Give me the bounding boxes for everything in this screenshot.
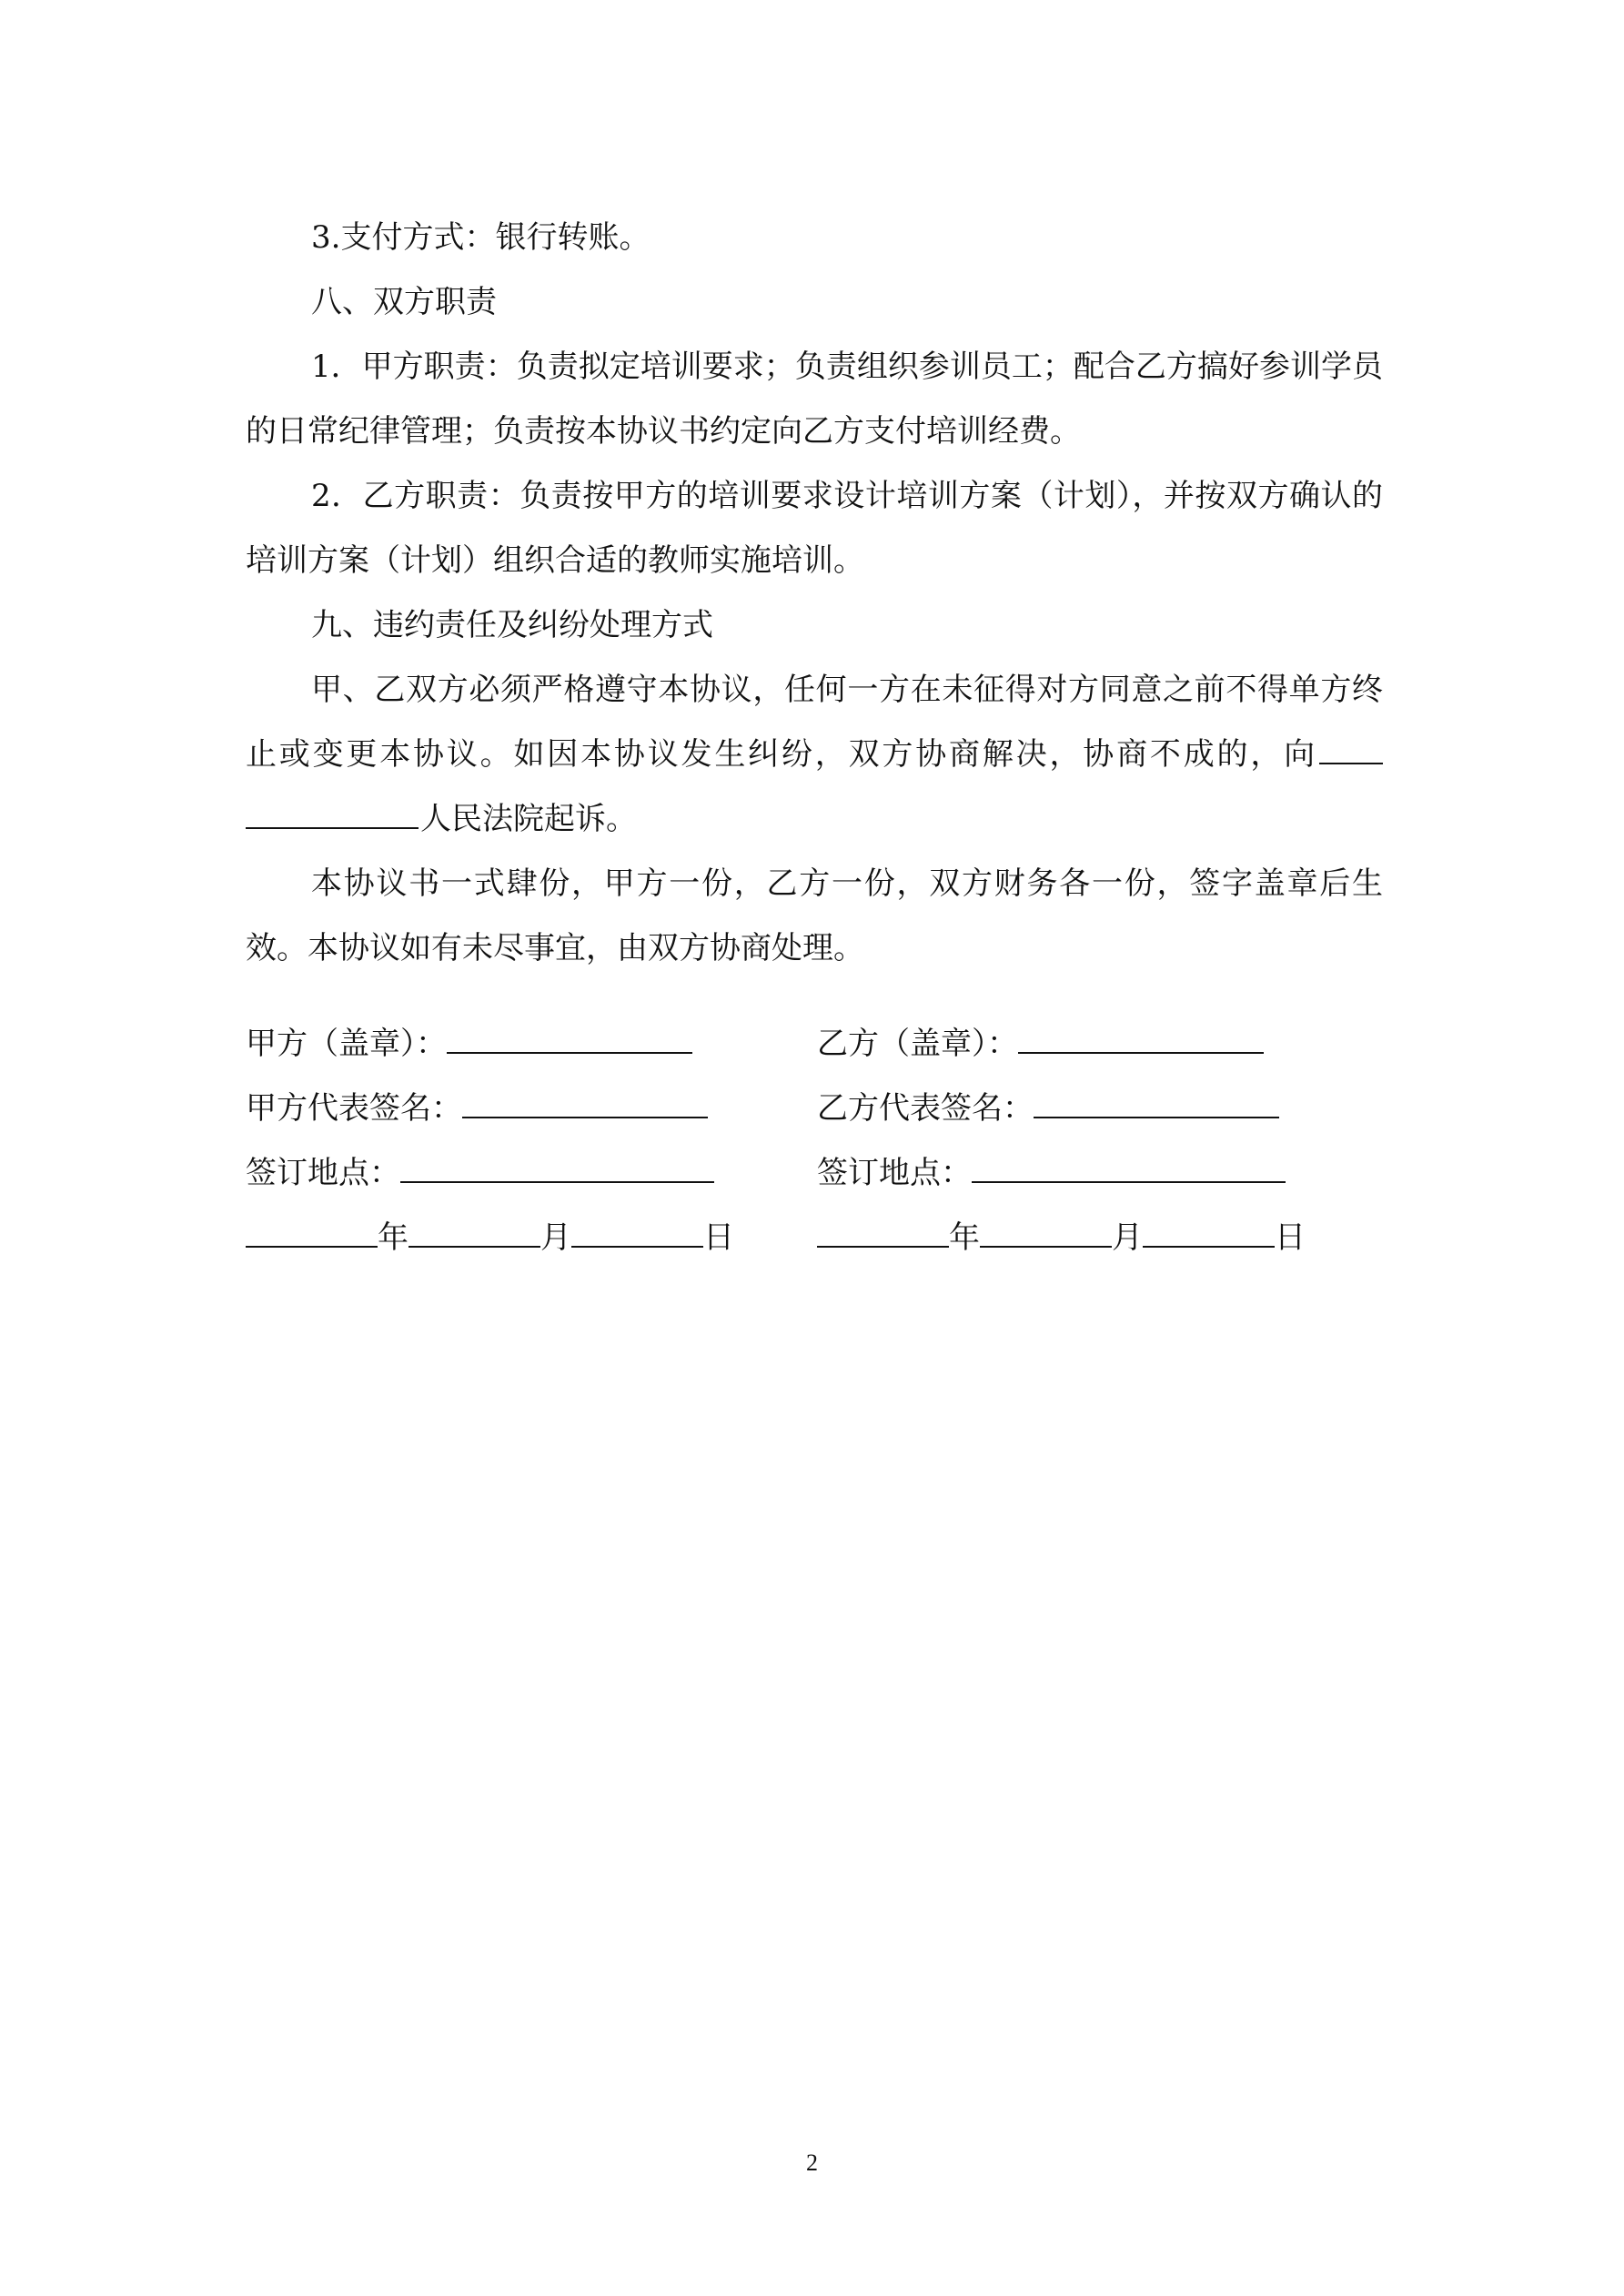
party-a-seal-line [447,1017,692,1054]
seal-row [246,1012,1383,1077]
dispute-text-after: 人民法院起诉。 [420,801,637,837]
place-row [246,1141,1383,1206]
party-a-place-label: 签订地点： [246,1155,400,1191]
party-b-seal [817,1012,1308,1077]
party-a-day-line [571,1211,703,1248]
party-a-year-line [246,1211,378,1248]
copies-clause: 本协议书一式肆份，甲方一份，乙方一份，双方财务各一份，签字盖章后生效。本协议如有未尽事宜，由双方协商处理。 [246,865,1383,966]
party-b-date [817,1206,1308,1270]
section-8-heading: 八、双方职责 [311,284,497,320]
party-b-place [817,1141,1308,1206]
representative-row [246,1077,1383,1141]
section-9-heading: 九、违约责任及纠纷处理方式 [311,607,713,643]
party-a-duties-clause: 1．甲方职责：负责拟定培训要求；负责组织参训员工；配合乙方搞好参训学员的日常纪律管理；负责按本协议书约定向乙方支付培训经费。 [246,349,1383,450]
party-b-representative [817,1077,1308,1141]
party-b-place-line [972,1147,1286,1183]
party-b-month-line [980,1211,1112,1248]
party-b-month-label: 月 [1112,1219,1143,1256]
party-b-rep-line [1034,1082,1279,1118]
date-row [246,1206,1383,1270]
dispute-clause [246,658,1383,852]
dispute-text-before: 甲、乙双方必须严格遵守本协议，任何一方在未征得对方同意之前不得单方终止或变更本协议。如因本协议发生纠纷，双方协商解决，协商不成的，向 [246,672,1383,773]
court-name-blank [1319,732,1383,764]
payment-method-clause: 3.支付方式：银行转账。 [311,219,651,256]
party-a-seal-label: 甲方（盖章）： [246,1026,447,1062]
party-a-month-label: 月 [540,1219,571,1256]
party-a-rep-label: 甲方代表签名： [246,1090,462,1127]
party-a-month-line [409,1211,540,1248]
party-a-date [246,1206,737,1270]
signature-block [246,1012,1383,1270]
contract-body [246,206,1383,981]
party-b-year-line [817,1211,949,1248]
party-b-day-label: 日 [1275,1219,1306,1256]
party-a-place-line [400,1147,714,1183]
party-b-year-label: 年 [949,1219,980,1256]
party-b-duties-clause: 2．乙方职责：负责按甲方的培训要求设计培训方案（计划），并按双方确认的培训方案（计划）组织合适的教师实施培训。 [246,478,1383,579]
party-a-seal [246,1012,737,1077]
party-b-seal-line [1018,1017,1264,1054]
party-a-rep-line [462,1082,708,1118]
party-a-day-label: 日 [703,1219,734,1256]
party-b-day-line [1143,1211,1275,1248]
party-b-place-label: 签订地点： [817,1155,972,1191]
page-number: 2 [806,2149,818,2176]
party-a-representative [246,1077,737,1141]
party-a-year-label: 年 [378,1219,409,1256]
party-b-rep-label: 乙方代表签名： [817,1090,1034,1127]
court-name-blank-continued [246,796,419,829]
party-b-seal-label: 乙方（盖章）： [817,1026,1018,1062]
party-a-place [246,1141,737,1206]
